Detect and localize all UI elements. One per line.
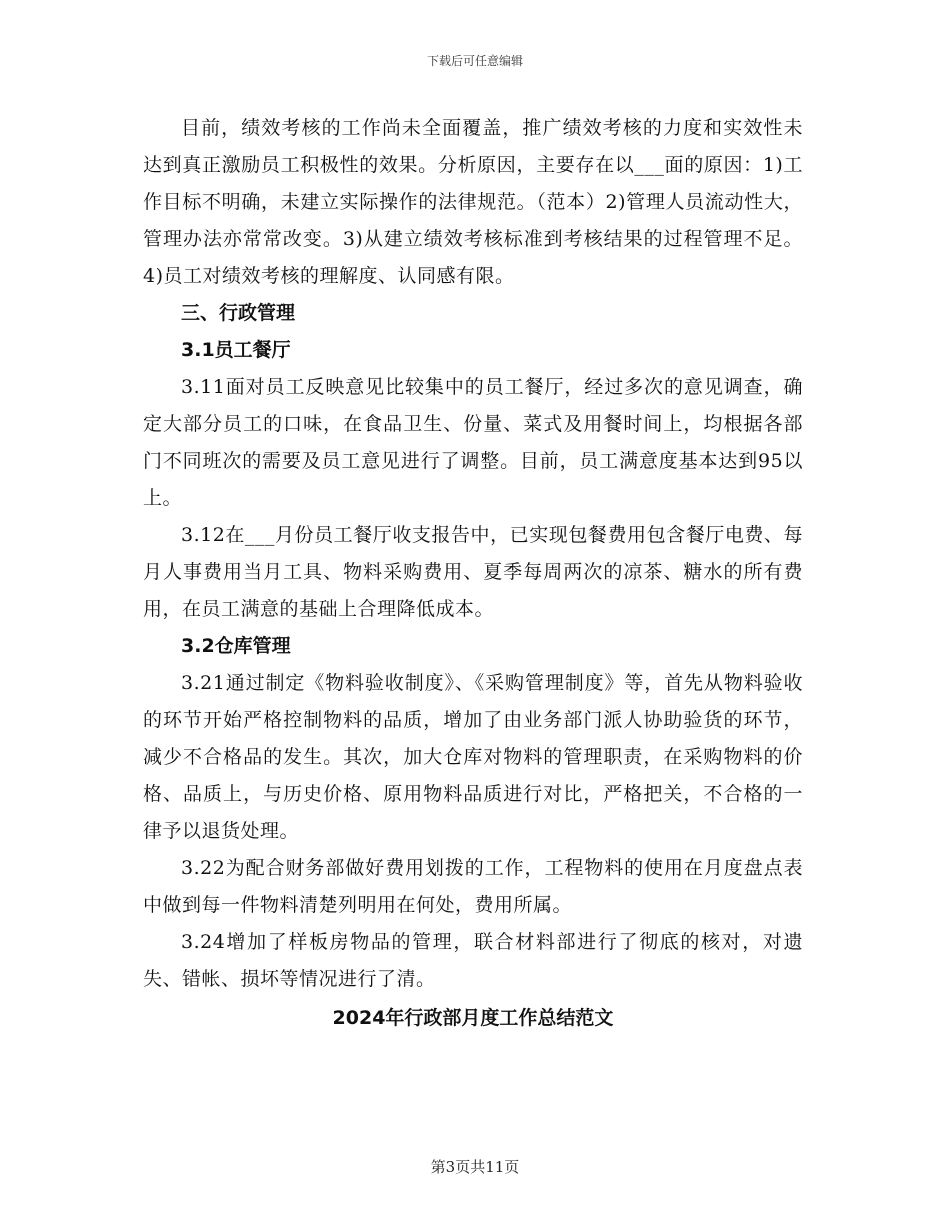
subsection-heading-canteen: 3.1员工餐厅	[181, 339, 291, 361]
paragraph-3-11: 3.11面对员工反映意见比较集中的员工餐厅，经过多次的意见调查，确定大部分员工的口味，在食品卫生、份量、菜式及用餐时间上，均根据各部门不同班次的需要及员工意见进行了调整。目前，员工满意度基本达到95以上。	[143, 376, 803, 509]
paragraph-3-22: 3.22为配合财务部做好费用划拨的工作，工程物料的使用在月度盘点表中做到每一件物料清楚列明用在何处，费用所属。	[143, 857, 803, 916]
document-title: 2024年行政部月度工作总结范文	[332, 1007, 614, 1029]
paragraph-3-12: 3.12在___月份员工餐厅收支报告中，已实现包餐费用包含餐厅电费、每月人事费用当月工具、物料采购费用、夏季每周两次的凉茶、糖水的所有费用，在员工满意的基础上合理降低成本。	[143, 524, 803, 620]
paragraph-intro: 目前，绩效考核的工作尚未全面覆盖，推广绩效考核的力度和实效性未达到真正激励员工积极性的效果。分析原因，主要存在以___面的原因：1)工作目标不明确，未建立实际操作的法律规范。（范本）2)管理人员流动性大，管理办法亦常常改变。3)从建立绩效考核标准到考核结果的过程管理不足。4)员工对绩效考核的理解度、认同感有限。	[143, 117, 803, 287]
document-body	[143, 110, 803, 1037]
subsection-heading-warehouse: 3.2仓库管理	[181, 635, 291, 657]
page-number: 第3页共11页	[430, 1158, 520, 1176]
paragraph-3-24: 3.24增加了样板房物品的管理，联合材料部进行了彻底的核对，对遗失、错帐、损坏等情况进行了清。	[143, 931, 803, 990]
section-heading-admin: 三、行政管理	[181, 302, 296, 324]
header-note: 下载后可任意编辑	[426, 54, 523, 68]
paragraph-3-21: 3.21通过制定《物料验收制度》、《采购管理制度》等，首先从物料验收的环节开始严格控制物料的品质，增加了由业务部门派人协助验货的环节，减少不合格品的发生。其次，加大仓库对物料的管理职责，在采购物料的价格、品质上，与历史价格、原用物料品质进行对比，严格把关，不合格的一律予以退货处理。	[143, 672, 803, 842]
